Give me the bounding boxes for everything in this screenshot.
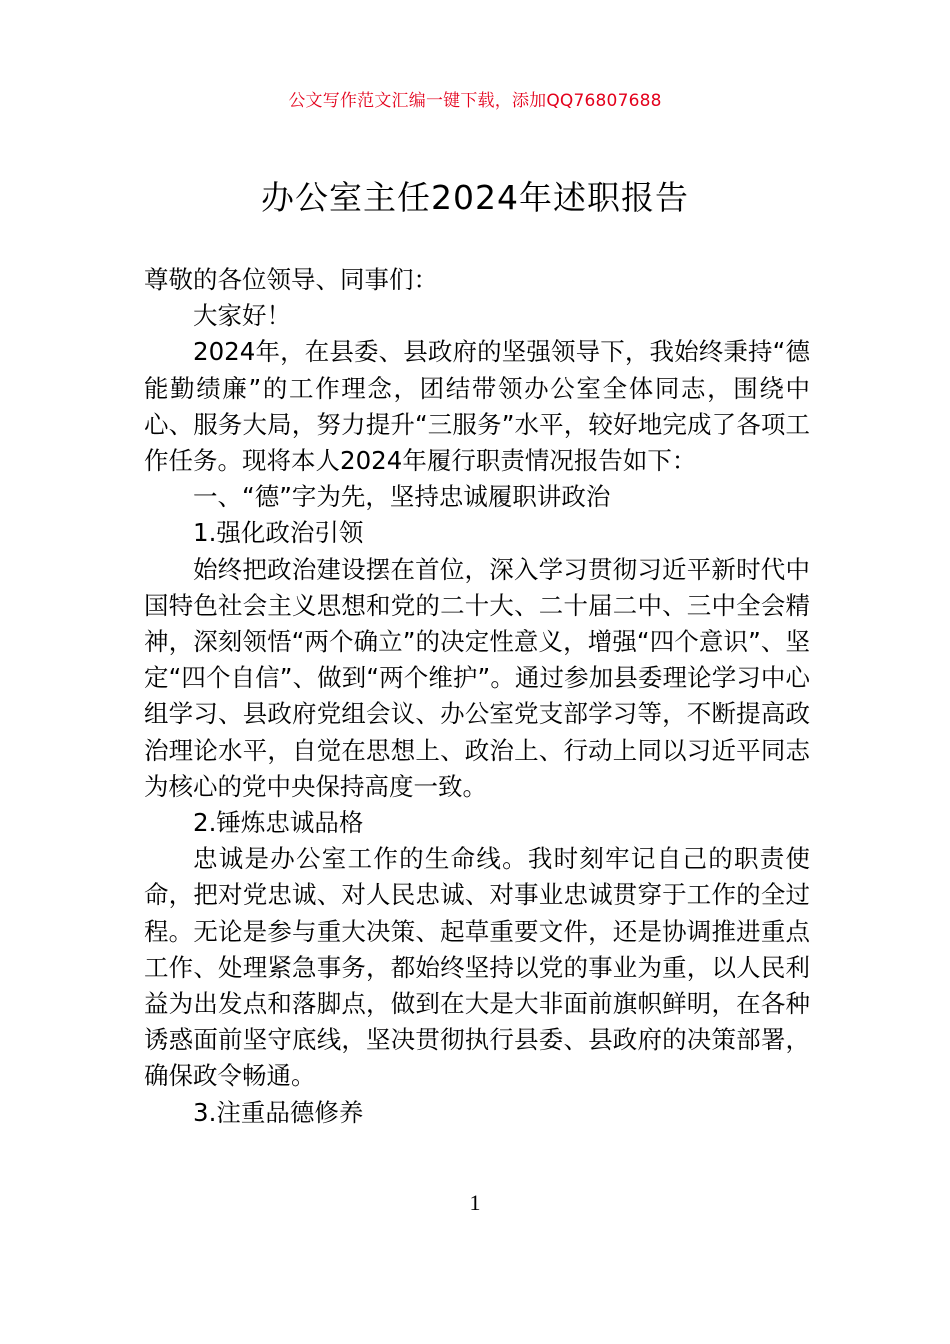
intro-paragraph: 2024年，在县委、县政府的坚强领导下，我始终秉持“德能勤绩廉”的工作理念，团结带领办公室全体同志，围绕中心、服务大局，努力提升“三服务”水平，较好地完成了各项工作任务。现将本人2024年履行职责情况报告如下： <box>144 337 810 476</box>
greeting: 大家好！ <box>193 301 291 331</box>
download-notice: 公文写作范文汇编一键下载，添加QQ76807688 <box>288 91 662 111</box>
page-title: 办公室主任2024年述职报告 <box>261 178 689 217</box>
salutation: 尊敬的各位领导、同事们： <box>144 265 438 294</box>
paragraph: 忠诚是办公室工作的生命线。我时刻牢记自己的职责使命，把对党忠诚、对人民忠诚、对事业忠诚贯穿于工作的全过程。无论是参与重大决策、起草重要文件，还是协调推进重点工作、处理紧急事务，都始终坚持以党的事业为重，以人民利益为出发点和落脚点，做到在大是大非面前旗帜鲜明，在各种诱惑面前坚守底线，坚决贯彻执行县委、县政府的决策部署，确保政令畅通。 <box>144 844 810 1091</box>
report-body <box>144 262 810 1131</box>
section-heading: 一、“德”字为先，坚持忠诚履职讲政治 <box>193 482 611 512</box>
subsection-heading: 2.锤炼忠诚品格 <box>193 808 364 838</box>
page-number: 1 <box>469 1190 481 1215</box>
subsection-heading: 3.注重品德修养 <box>193 1097 364 1127</box>
paragraph: 始终把政治建设摆在首位，深入学习贯彻习近平新时代中国特色社会主义思想和党的二十大、二十届二中、三中全会精神，深刻领悟“两个确立”的决定性意义，增强“四个意识”、坚定“四个自信”、做到“两个维护”。通过参加县委理论学习中心组学习、县政府党组会议、办公室党支部学习等，不断提高政治理论水平，自觉在思想上、政治上、行动上同以习近平同志为核心的党中央保持高度一致。 <box>144 554 810 801</box>
subsection-heading: 1.强化政治引领 <box>193 518 364 548</box>
